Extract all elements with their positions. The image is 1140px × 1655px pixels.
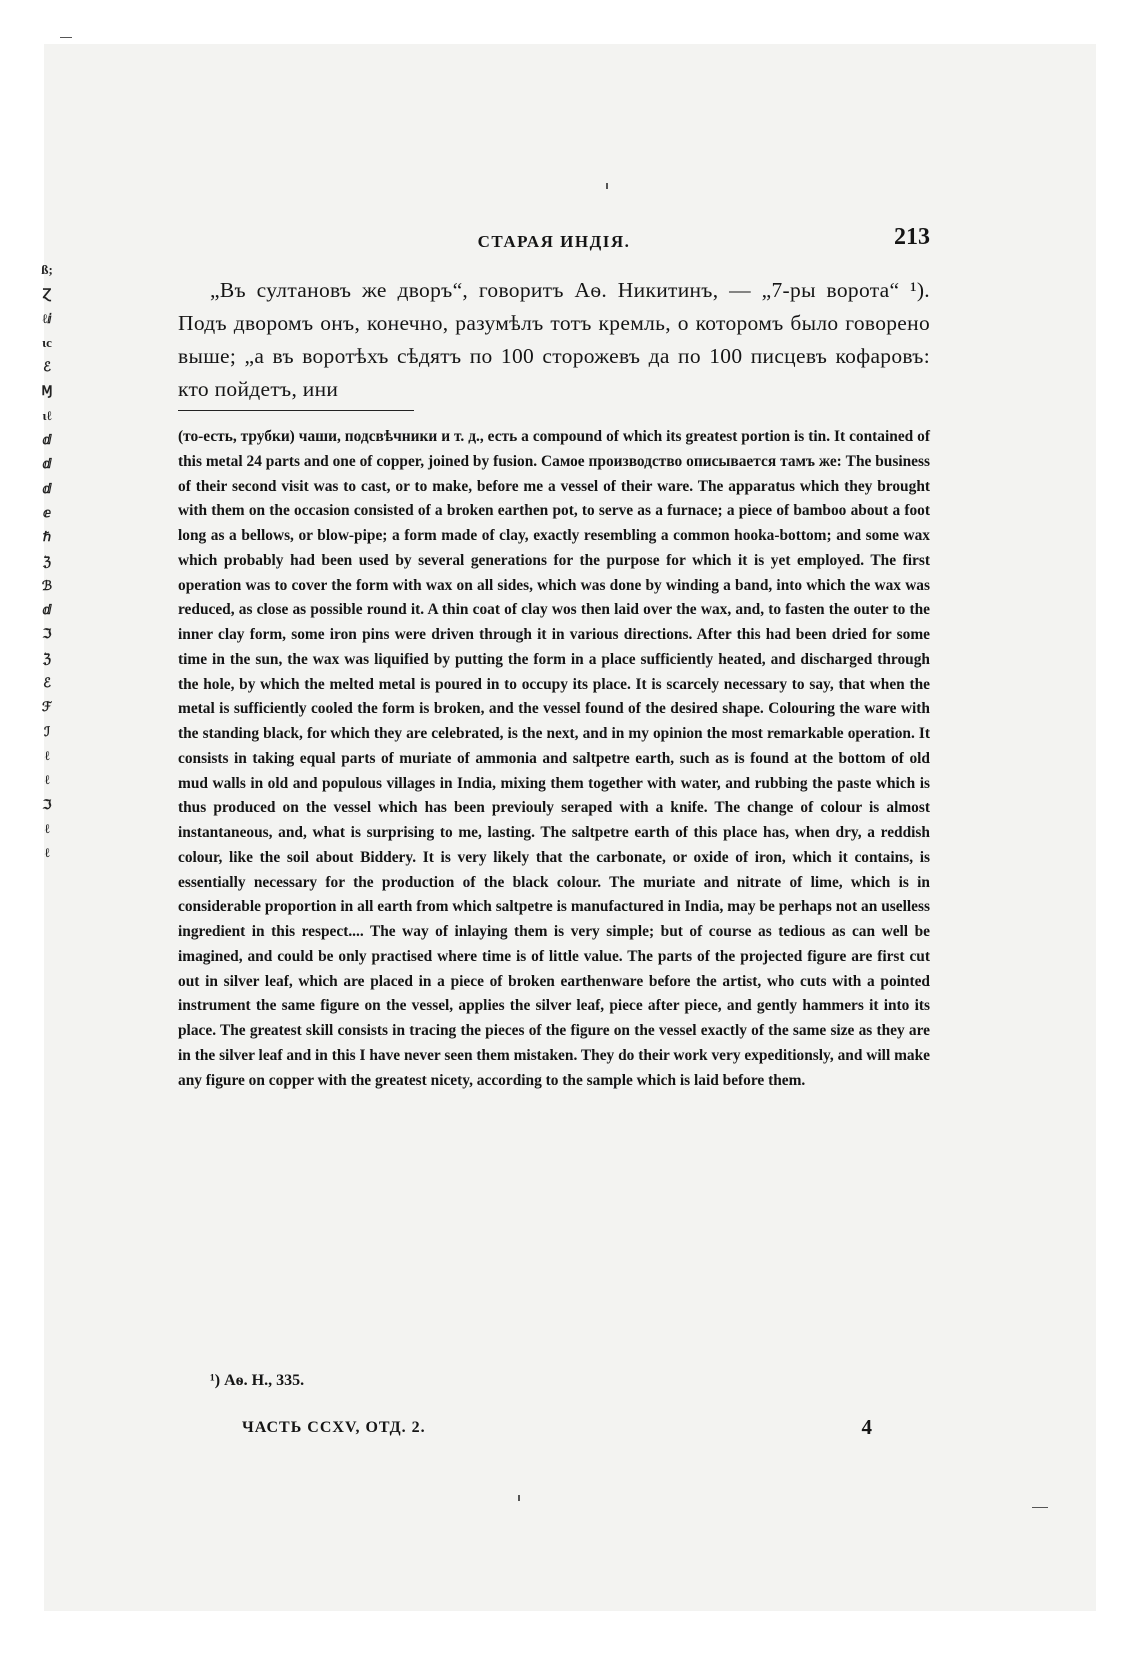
margin-glyph: ℓ bbox=[44, 772, 50, 788]
margin-bleed-through bbox=[40, 258, 54, 865]
scan-speck bbox=[606, 183, 608, 189]
margin-glyph: ɩc bbox=[42, 334, 52, 350]
margin-glyph: ℑ bbox=[42, 796, 52, 812]
footnote-text: (то-есть, трубки) чаши, подсвѣчники и т. д., есть a compound of which its greatest portion is tin. It contained of this metal 24 parts and one of copper, joined by fusion. Самое производство описывается тамъ же: The business of their second visit was to cast, or to make, before me a vessel of their ware. The apparatus which they brought with them on the occasion consisted of a broken earthen pot, to serve as a furnace; a piece of bamboo about a foot long as a bellows, or blow-pipe; a form made of clay, exactly resembling a common hooka-bottom; and some wax which probably had been used by several generations for the purpose for which it is yet employed. The first operation was to cover the form with wax on all sides, which was done by winding a band, into which the wax was reduced, as close as possible round it. A thin coat of clay wos then laid over the wax, and, to fasten the outer to the inner clay form, some iron pins were driven through it in various directions. After this had been dried for some time in the sun, the wax was liquified by putting the form in a place sufficiently heated, and discharged through the hole, by which the melted metal is poured in to occupy its place. It is scarcely necessary to say, that when the metal is sufficiently cooled the form is broken, and the vessel found of the desired shape. Colouring the ware with the standing black, for which they are celebrated, is the next, and in my opinion the most remarkable operation. It consists in taking equal parts of muriate of ammonia and saltpetre earth, such as is found at the bottom of old mud walls in old and populous villages in India, mixing them together with water, and rubbing the paste which is thus produced on the vessel which has been previouly seraped with a knife. The change of colour is almost instantaneous, and, what is surprising to me, lasting. The saltpetre earth of this place has, when dry, a reddish colour, like the soil about Biddery. It is very likely that the carbonate, or oxide of iron, which it contains, is essentially necessary for the production of the black colour. The muriate and nitrate of lime, which is in considerable proportion in all earth from which saltpetre is manufactured in India, may be perhaps not an uselless ingredient in this respect.... The way of inlaying them is very simple; but of course as tedious as can well be imagined, and could be only practised where time is of little value. The parts of the projected figure are first cut out in silver leaf, which are placed in a piece of broken earthenware before the artist, who cuts with a pointed instrument the same figure on the vessel, applies the silver leaf, piece after piece, and gently hammers it into its place. The greatest skill consists in tracing the pieces of the figure on the vessel exactly of the same size as they are in the silver leaf and in this I have never seen them mistaken. They do their work very expeditionsly, and will make any figure on copper with the greatest nicety, according to the sample which is laid before them. bbox=[178, 428, 930, 1089]
margin-glyph: ℰ bbox=[43, 675, 51, 691]
margin-glyph: ⅆ bbox=[42, 456, 52, 472]
main-paragraph: „Въ султановъ же дворъ“, говоритъ Аѳ. Никитинъ, — „7-ры ворота“ ¹). Подъ дворомъ онъ, конечно, разумѣлъ тотъ кремль, о которомъ было говорено выше; „а въ воротѣхъ сѣдятъ по 100 сторожевъ да по 100 писцевъ кофаровъ: кто пойдетъ, ини bbox=[178, 278, 930, 401]
footnote-divider bbox=[178, 410, 414, 411]
margin-glyph: ℓⅈ bbox=[42, 310, 52, 326]
margin-glyph: ⅇ bbox=[43, 504, 51, 520]
margin-glyph: ℓ bbox=[44, 747, 50, 763]
footnote-reference: ¹) Аѳ. Н., 335. bbox=[210, 1372, 305, 1389]
printer-signature: ЧАСТЬ CCXV, ОТД. 2. bbox=[242, 1419, 426, 1436]
margin-glyph: ⅆ bbox=[42, 480, 52, 496]
running-title: СТАРАЯ ИНДІЯ. bbox=[477, 232, 631, 251]
margin-glyph: ℱ bbox=[41, 699, 53, 715]
margin-glyph: ß; bbox=[41, 262, 53, 277]
margin-glyph: ℑ bbox=[42, 626, 52, 642]
margin-glyph: ⅆ bbox=[42, 432, 52, 448]
margin-glyph: ℏ bbox=[42, 529, 52, 545]
margin-glyph: ℨ bbox=[42, 553, 51, 569]
page-footer bbox=[242, 1415, 872, 1445]
margin-glyph: Ɀ bbox=[42, 286, 52, 302]
margin-glyph: ɩℓ bbox=[42, 407, 52, 423]
page-header bbox=[178, 224, 930, 264]
margin-glyph: ℐ bbox=[43, 723, 51, 739]
scan-speck bbox=[1032, 1507, 1048, 1508]
margin-glyph: ⅆ bbox=[42, 602, 52, 618]
scan-speck bbox=[60, 37, 72, 38]
margin-glyph: ℬ bbox=[41, 577, 53, 593]
margin-glyph: ℰ bbox=[43, 359, 51, 375]
page-number: 213 bbox=[894, 224, 930, 250]
sheet-number: 4 bbox=[861, 1415, 872, 1439]
margin-glyph: ℓ bbox=[44, 820, 50, 836]
margin-glyph: Ɱ bbox=[41, 383, 53, 399]
margin-glyph: ℨ bbox=[42, 650, 51, 666]
margin-glyph: ℓ bbox=[44, 845, 50, 861]
scan-speck bbox=[518, 1495, 520, 1501]
